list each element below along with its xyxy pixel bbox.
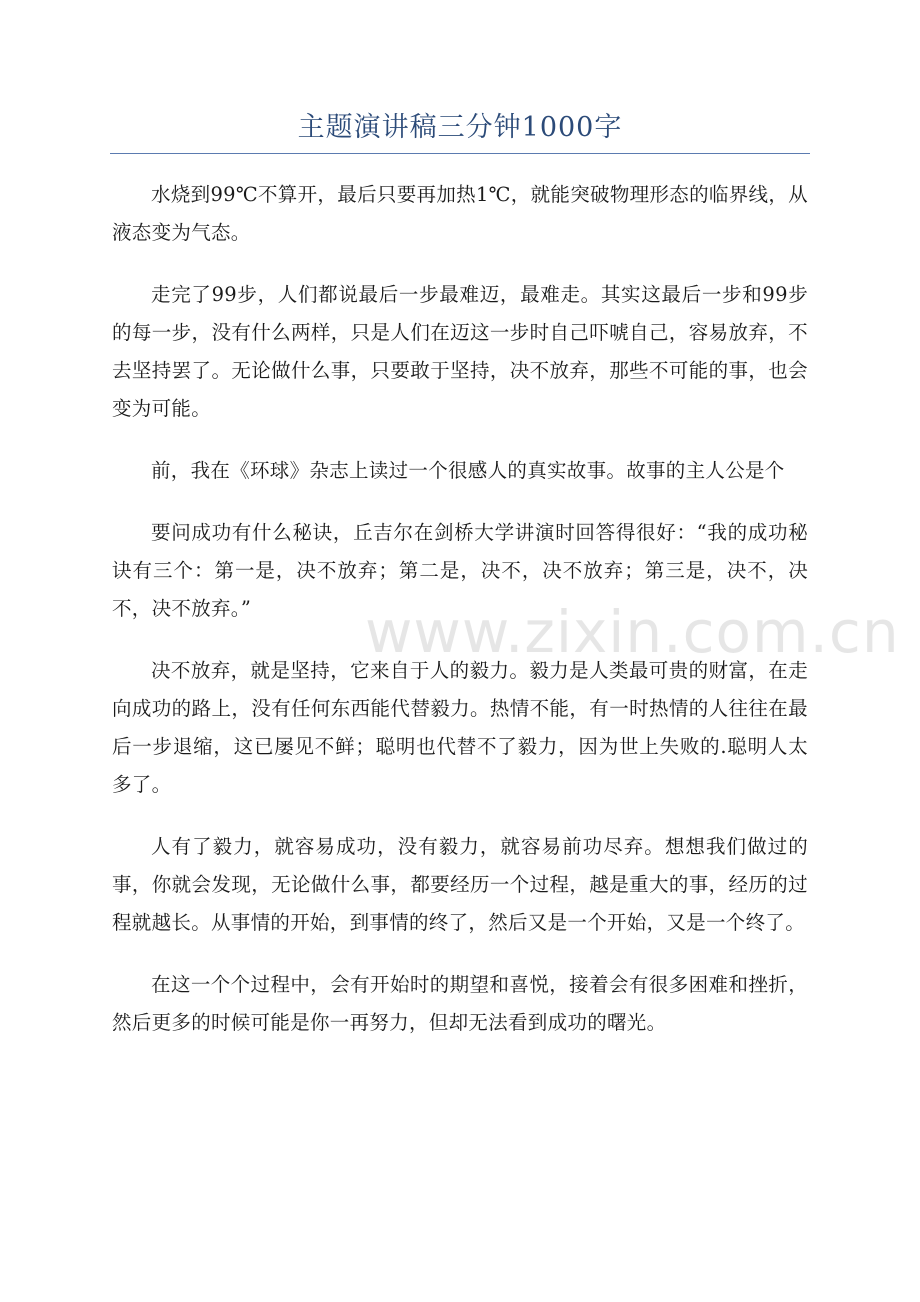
paragraph: 前，我在《环球》杂志上读过一个很感人的真实故事。故事的主人公是个 bbox=[151, 459, 785, 482]
paragraph: 决不放弃，就是坚持，它来自于人的毅力。毅力是人类最可贵的财富，在走向成功的路上，没有任何东西能代替毅力。热情不能，有一时热情的人往往在最后一步退缩，这已屡见不鲜；聪明也代替不了毅力，因为世上失败的.聪明人太多了。 bbox=[112, 659, 808, 796]
paragraph: 要问成功有什么秘诀，丘吉尔在剑桥大学讲演时回答得很好：“我的成功秘诀有三个：第一是，决不放弃；第二是，决不，决不放弃；第三是，决不，决不，决不放弃。” bbox=[112, 521, 808, 620]
paragraph: 水烧到99℃不算开，最后只要再加热1℃，就能突破物理形态的临界线，从液态变为气态。 bbox=[112, 183, 808, 244]
paragraph: 在这一个个过程中，会有开始时的期望和喜悦，接着会有很多困难和挫折，然后更多的时候可能是你一再努力，但却无法看到成功的曙光。 bbox=[112, 973, 808, 1034]
watermark: www.zixin.com.cn bbox=[365, 598, 900, 666]
document-body bbox=[112, 176, 808, 1066]
paragraph: 走完了99步，人们都说最后一步最难迈，最难走。其实这最后一步和99步的每一步，没有什么两样，只是人们在迈这一步时自己吓唬自己，容易放弃，不去坚持罢了。无论做什么事，只要敢于坚持，决不放弃，那些不可能的事，也会变为可能。 bbox=[112, 283, 808, 420]
document-title: 主题演讲稿三分钟1000字 bbox=[297, 112, 623, 143]
paragraph: 人有了毅力，就容易成功，没有毅力，就容易前功尽弃。想想我们做过的事，你就会发现，无论做什么事，都要经历一个过程，越是重大的事，经历的过程就越长。从事情的开始，到事情的终了，然后又是一个开始，又是一个终了。 bbox=[112, 835, 808, 934]
title-underline bbox=[110, 153, 810, 154]
